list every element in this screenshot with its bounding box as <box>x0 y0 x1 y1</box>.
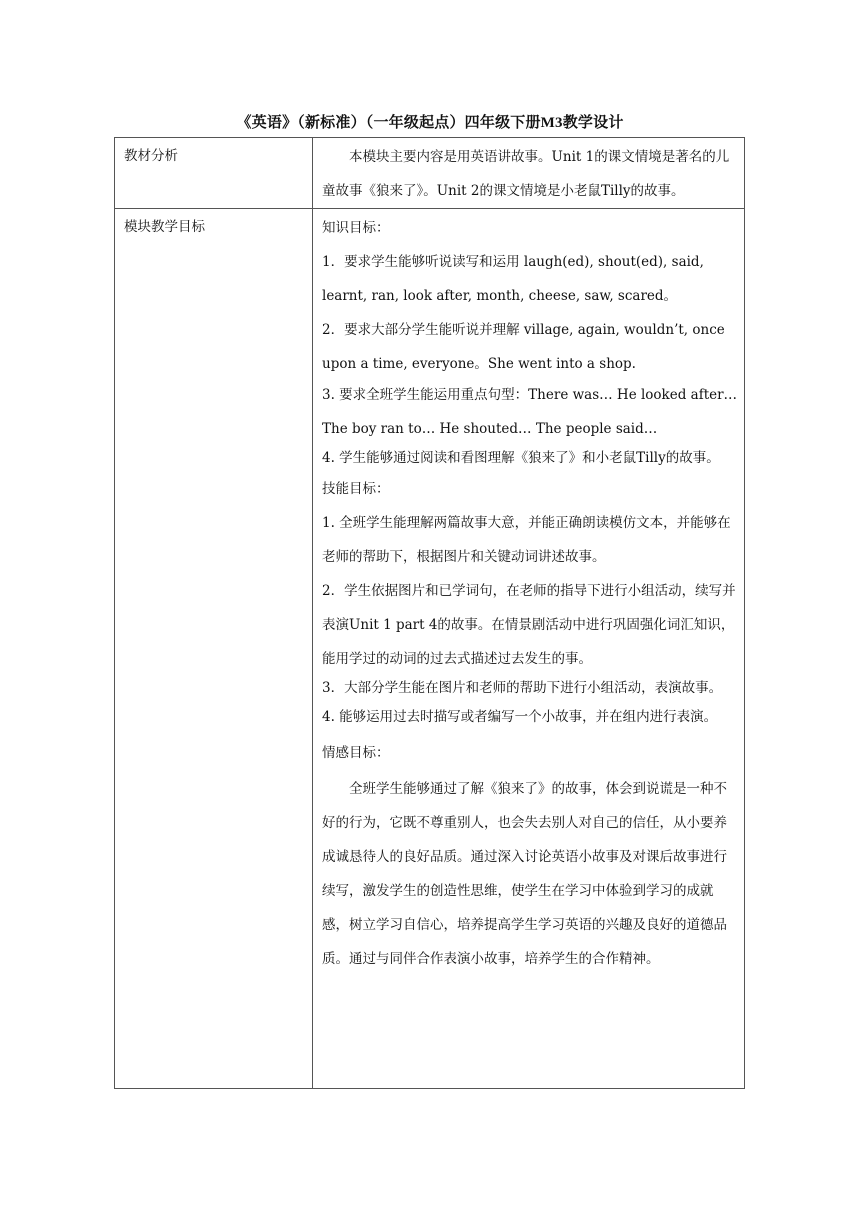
skill-item-1: 1. 全班学生能理解两篇故事大意，并能正确朗读模仿文本，并能够在老师的帮助下，根据图片和关键动词讲述故事。 <box>322 515 731 565</box>
skill-item-2: 2．学生依据图片和已学词句，在老师的指导下进行小组活动，续写并表演Unit 1 part 4的故事。在情景剧活动中进行巩固强化词汇知识，能用学过的动词的过去式描述过去发生的事。 <box>322 583 736 667</box>
emotion-paragraph: 全班学生能够通过了解《狼来了》的故事，体会到说谎是一种不好的行为，它既不尊重别人，也会失去别人对自己的信任，从小要养成诚恳待人的良好品质。通过深入讨论英语小故事及对课后故事进行续写，激发学生的创造性思维，使学生在学习中体验到学习的成就感，树立学习自信心，培养提高学生学习英语的兴趣及良好的道德品质。通过与同伴合作表演小故事，培养学生的合作精神。 <box>322 781 727 967</box>
table-row <box>115 138 745 209</box>
knowledge-item-2: 2．要求大部分学生能听说并理解 village, again, wouldn’t, once upon a time, everyone。She went into a shop. <box>322 322 725 372</box>
lesson-plan-table <box>114 137 745 1089</box>
knowledge-heading: 知识目标： <box>322 220 390 236</box>
document-title: 《英语》（新标准）（一年级起点）四年级下册M3教学设计 <box>236 115 624 131</box>
skill-item-4: 4. 能够运用过去时描写或者编写一个小故事，并在组内进行表演。 <box>322 709 718 725</box>
skill-item-3: 3．大部分学生能在图片和老师的帮助下进行小组活动，表演故事。 <box>322 680 723 696</box>
knowledge-item-4: 4. 学生能够通过阅读和看图理解《狼来了》和小老鼠Tilly的故事。 <box>322 450 720 466</box>
table-row <box>115 209 745 1089</box>
analysis-paragraph: 本模块主要内容是用英语讲故事。Unit 1的课文情境是著名的儿童故事《狼来了》。Unit 2的课文情境是小老鼠Tilly的故事。 <box>322 149 730 199</box>
knowledge-item-1: 1．要求学生能够听说读写和运用 laugh(ed), shout(ed), said, learnt, ran, look after, month, cheese, saw, scared。 <box>322 254 704 304</box>
emotion-heading: 情感目标： <box>322 745 390 761</box>
row-label-analysis: 教材分析 <box>115 138 313 209</box>
analysis-cell <box>313 138 745 209</box>
knowledge-item-3: 3. 要求全班学生能运用重点句型：There was… He looked after… The boy ran to… He shouted… The people said… <box>322 387 738 437</box>
row-label-objectives: 模块教学目标 <box>115 209 313 1089</box>
skill-heading: 技能目标： <box>322 481 390 497</box>
objectives-cell <box>313 209 745 1089</box>
